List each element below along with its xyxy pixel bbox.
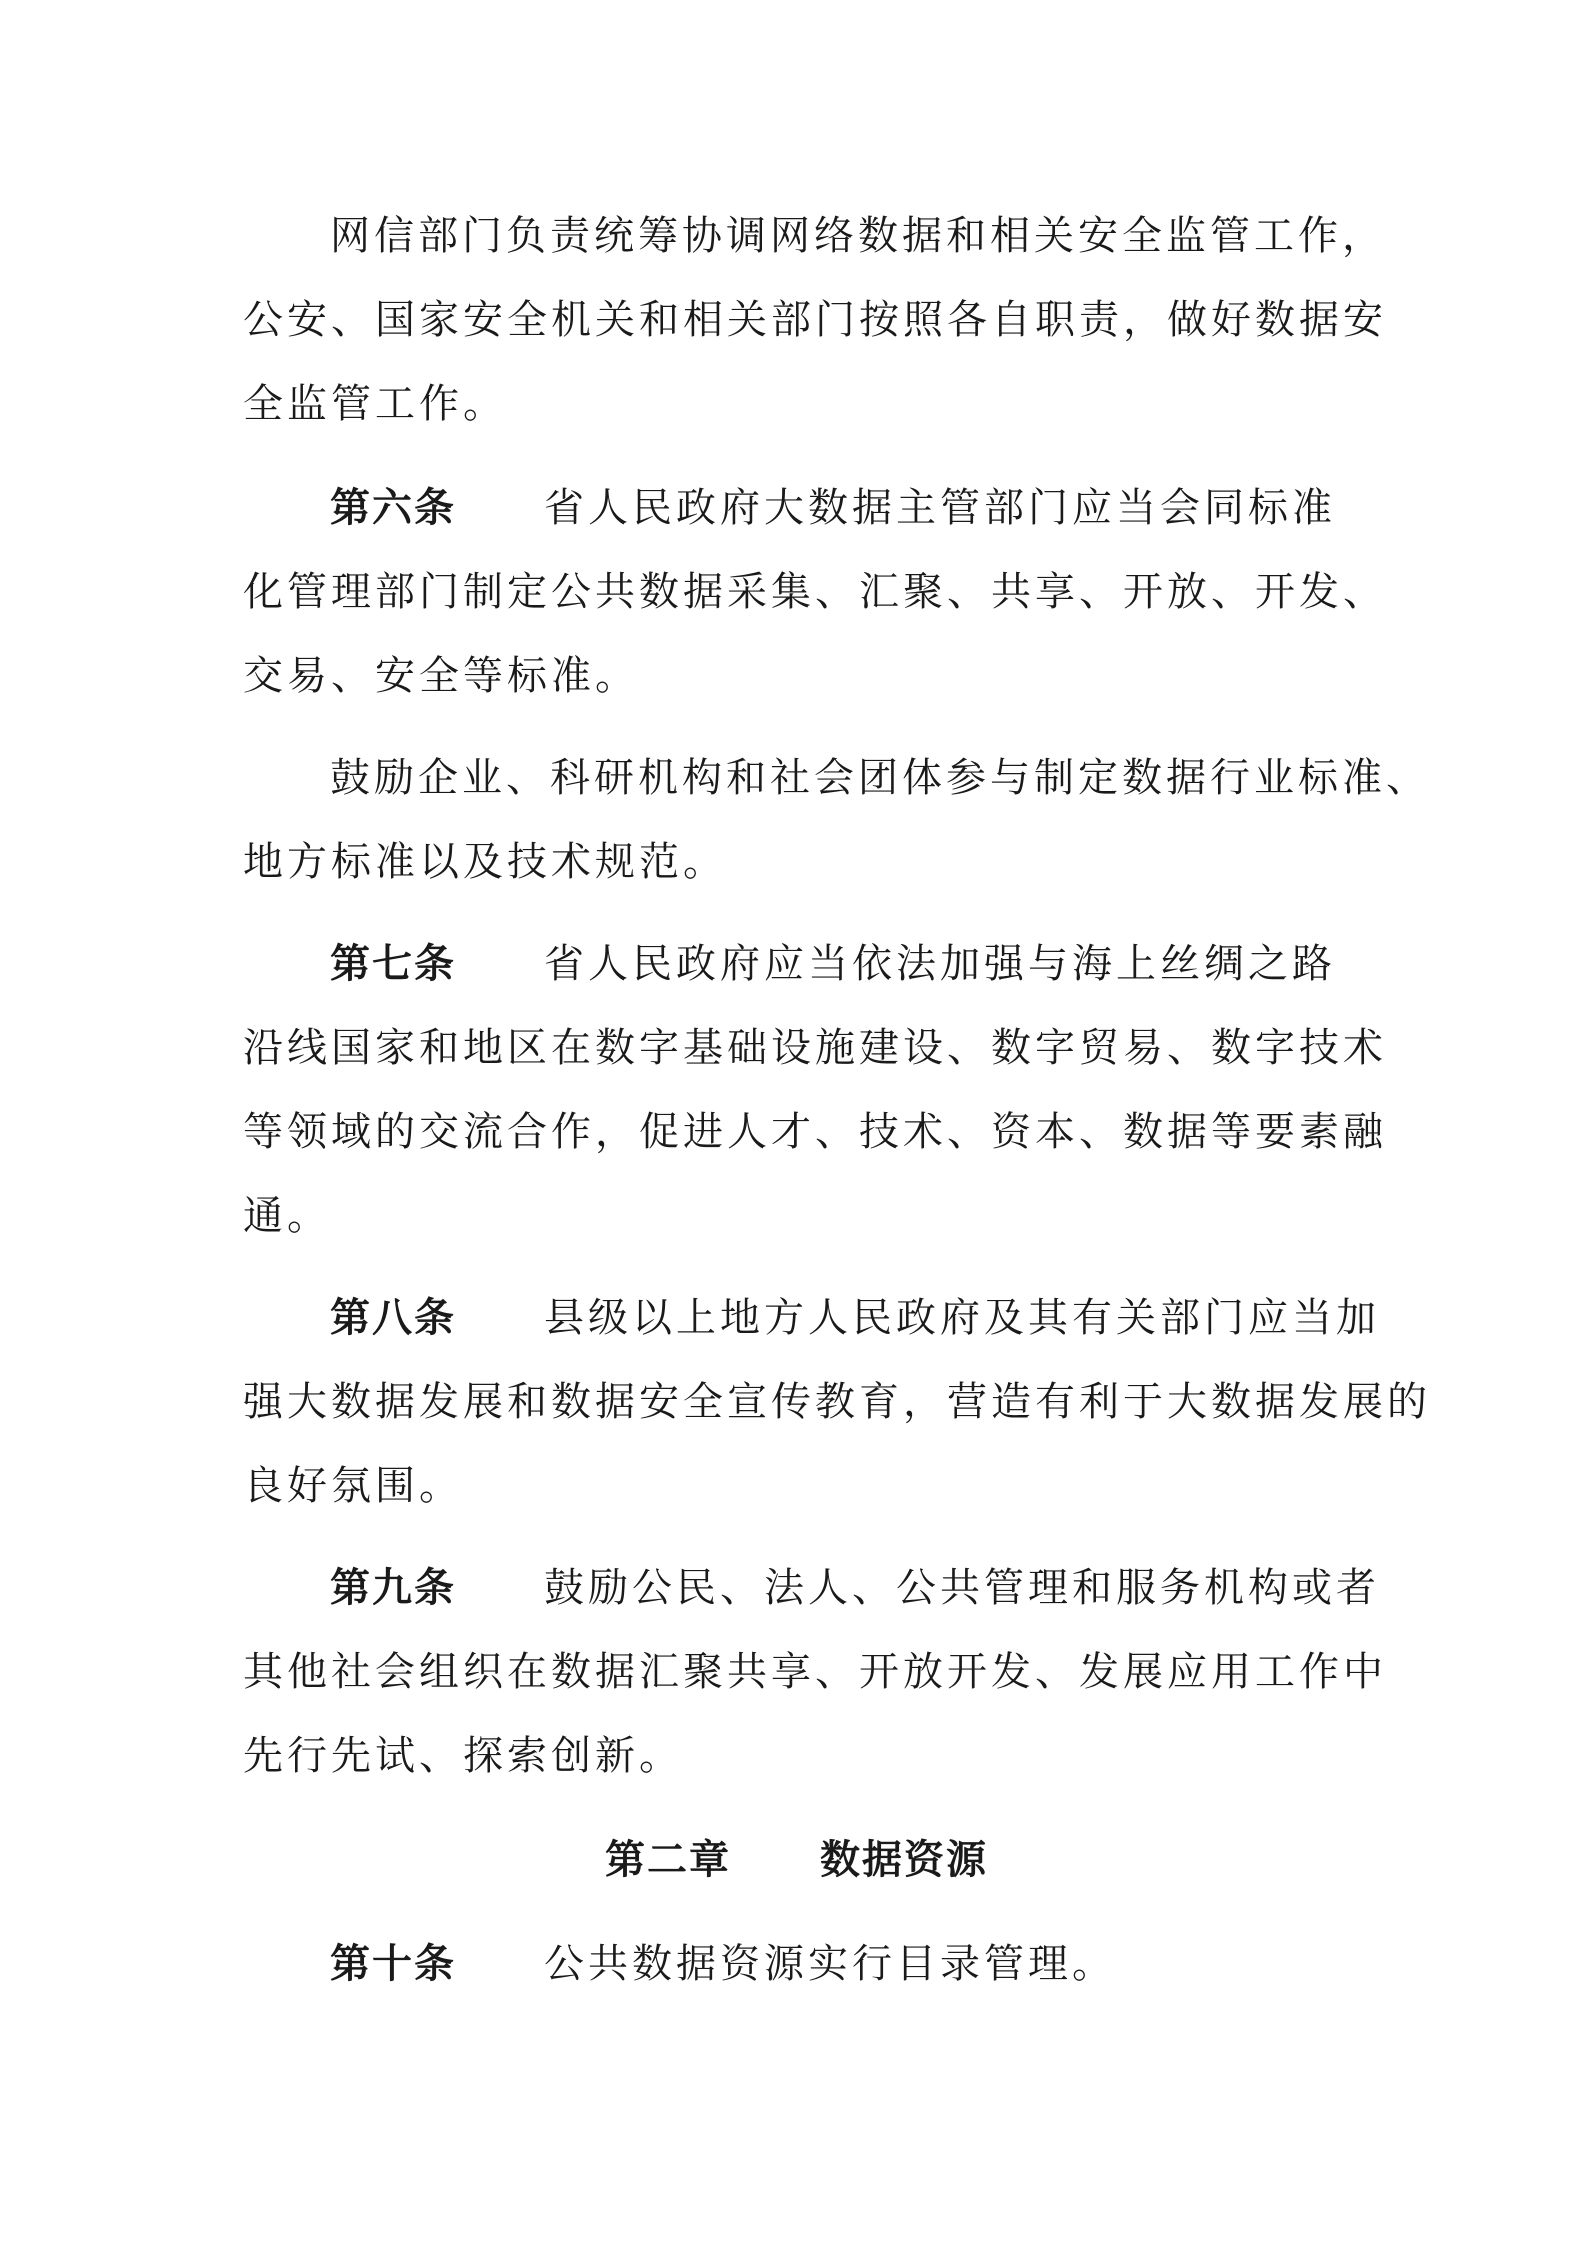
article-8-line1: 县级以上地方人民政府及其有关部门应当加 bbox=[544, 1295, 1380, 1341]
article-10-heading: 第十条 bbox=[330, 1941, 456, 1987]
article-6-line2: 化管理部门制定公共数据采集、汇聚、共享、开放、开发、 bbox=[243, 569, 1387, 615]
article-7-line1: 省人民政府应当依法加强与海上丝绸之路 bbox=[544, 941, 1336, 987]
article-6-line3: 交易、安全等标准。 bbox=[243, 653, 639, 699]
article-7-line3: 等领域的交流合作，促进人才、技术、资本、数据等要素融 bbox=[243, 1109, 1387, 1155]
chapter-2-title: 数据资源 bbox=[820, 1837, 988, 1883]
article-9-line1: 鼓励公民、法人、公共管理和服务机构或者 bbox=[544, 1565, 1380, 1611]
article-8-line3: 良好氛围。 bbox=[243, 1463, 463, 1509]
article-6-heading: 第六条 bbox=[330, 485, 456, 531]
article-7-heading: 第七条 bbox=[330, 941, 456, 987]
article-7-line4: 通。 bbox=[243, 1193, 331, 1239]
article-9-line2: 其他社会组织在数据汇聚共享、开放开发、发展应用工作中 bbox=[243, 1649, 1387, 1695]
article-8-line2: 强大数据发展和数据安全宣传教育，营造有利于大数据发展的 bbox=[243, 1379, 1431, 1425]
article-9-heading: 第九条 bbox=[330, 1565, 456, 1611]
article-7-line2: 沿线国家和地区在数字基础设施建设、数字贸易、数字技术 bbox=[243, 1025, 1387, 1071]
para1-line1: 网信部门负责统筹协调网络数据和相关安全监管工作， bbox=[330, 213, 1386, 259]
article-8-heading: 第八条 bbox=[330, 1295, 456, 1341]
article-6-line1: 省人民政府大数据主管部门应当会同标准 bbox=[544, 485, 1336, 531]
article-10-line1: 公共数据资源实行目录管理。 bbox=[544, 1941, 1116, 1987]
article-9-line3: 先行先试、探索创新。 bbox=[243, 1733, 683, 1779]
para2-line1: 鼓励企业、科研机构和社会团体参与制定数据行业标准、 bbox=[330, 755, 1430, 801]
para1-line2: 公安、国家安全机关和相关部门按照各自职责，做好数据安 bbox=[243, 297, 1387, 343]
para2-line2: 地方标准以及技术规范。 bbox=[243, 839, 727, 885]
chapter-2-number: 第二章 bbox=[605, 1837, 731, 1883]
para1-line3: 全监管工作。 bbox=[243, 381, 507, 427]
